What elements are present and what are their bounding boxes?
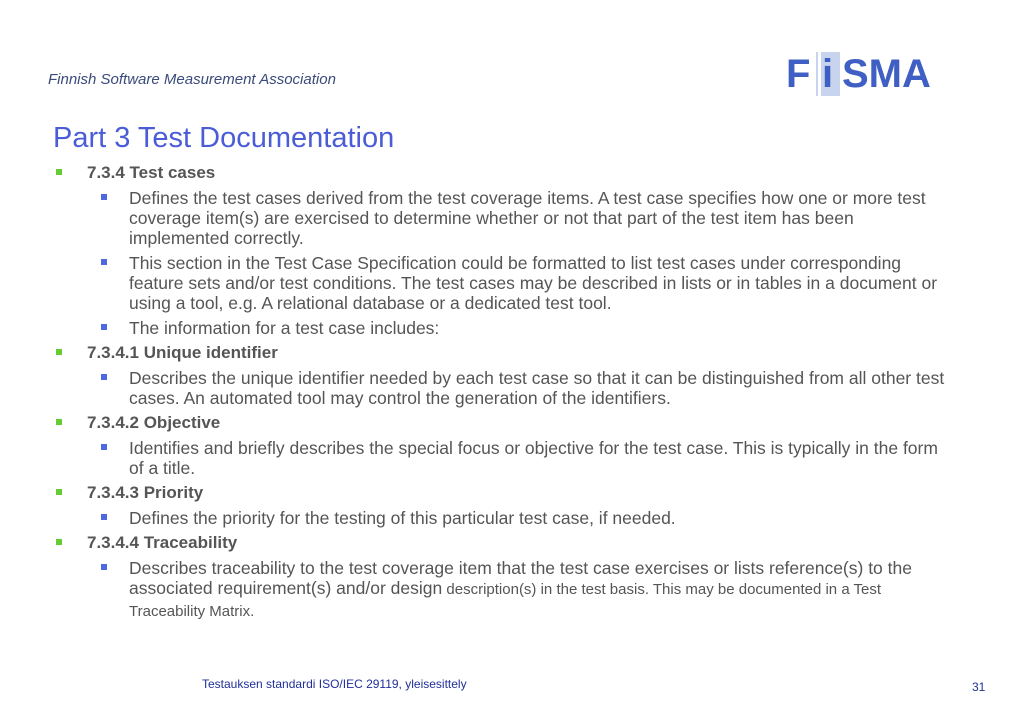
list-item: Describes the unique identifier needed by each test case so that it can be distinguished from all other test cases. An automated tool may control the generation of the identifiers.	[56, 368, 956, 408]
list-item: Describes traceability to the test coverage item that the test case exercises or lists reference(s) to the associated requirement(s) and/or design description(s) in the test basis. This may be documented in a Test Traceability Matrix.	[56, 558, 956, 622]
green-square-bullet-icon	[56, 169, 62, 175]
slide-title: Part 3 Test Documentation	[53, 122, 395, 154]
section-heading: 7.3.4.2 Objective	[56, 413, 956, 433]
blue-square-bullet-icon	[101, 444, 107, 450]
section-heading: 7.3.4.3 Priority	[56, 483, 956, 503]
list-item: This section in the Test Case Specification could be formatted to list test cases under corresponding feature sets and/or test conditions. The test cases may be described in lists or in tables in a document or using a tool, e.g. A relational database or a dedicated test tool.	[56, 253, 956, 313]
green-square-bullet-icon	[56, 539, 62, 545]
blue-square-bullet-icon	[101, 194, 107, 200]
section-heading: 7.3.4.4 Traceability	[56, 533, 956, 553]
section-heading: 7.3.4.1 Unique identifier	[56, 343, 956, 363]
logo-letter-f: F	[786, 52, 811, 96]
list-item: Defines the priority for the testing of this particular test case, if needed.	[56, 508, 956, 528]
green-square-bullet-icon	[56, 489, 62, 495]
green-square-bullet-icon	[56, 349, 62, 355]
list-item: Identifies and briefly describes the special focus or objective for the test case. This is typically in the form of a title.	[56, 438, 956, 478]
fisma-logo	[782, 48, 982, 100]
blue-square-bullet-icon	[101, 259, 107, 265]
logo-i-stripe	[818, 52, 821, 96]
logo-letters-sma: SMA	[842, 52, 931, 96]
logo-letter-i: i	[822, 52, 834, 96]
section-heading: 7.3.4 Test cases	[56, 163, 956, 183]
blue-square-bullet-icon	[101, 324, 107, 330]
organization-name: Finnish Software Measurement Association	[48, 71, 336, 88]
footer-text: Testauksen standardi ISO/IEC 29119, yleisesittely	[202, 677, 467, 691]
list-item: The information for a test case includes:	[56, 318, 956, 338]
slide-content	[56, 163, 956, 627]
list-item: Defines the test cases derived from the test coverage items. A test case specifies how one or more test coverage item(s) are exercised to determine whether or not that part of the test item has been implemented correctly.	[56, 188, 956, 248]
green-square-bullet-icon	[56, 419, 62, 425]
blue-square-bullet-icon	[101, 374, 107, 380]
blue-square-bullet-icon	[101, 564, 107, 570]
page-number: 31	[972, 680, 986, 694]
blue-square-bullet-icon	[101, 514, 107, 520]
